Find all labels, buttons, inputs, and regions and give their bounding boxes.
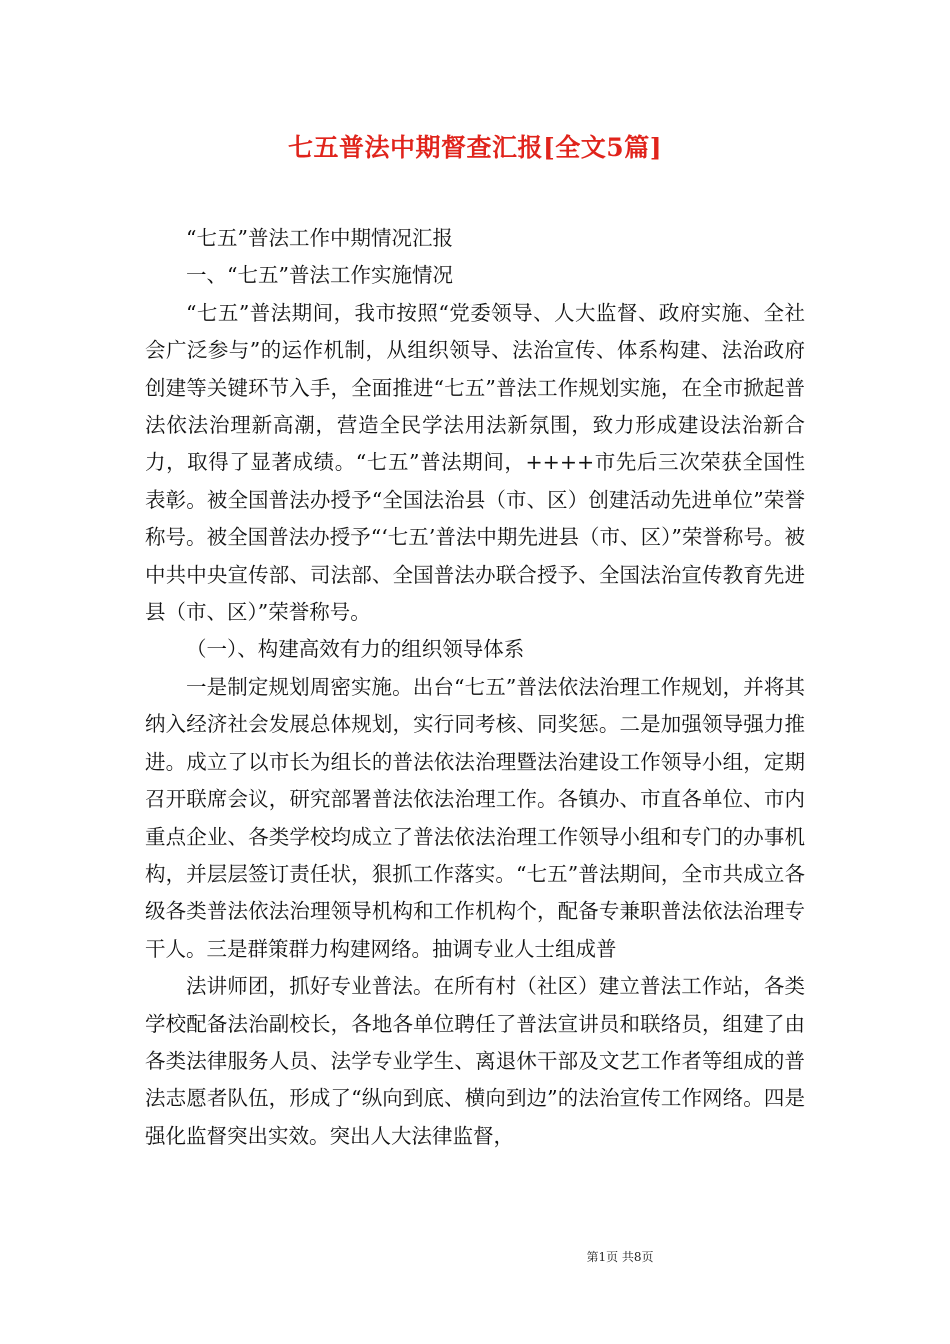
subsection-heading-1: （一）、构建高效有力的组织领导体系 [186, 637, 525, 662]
paragraph-organization: 一是制定规划周密实施。出台“七五”普法依法治理工作规划，并将其纳入经济社会发展总体规划，实行同考核、同奖惩。二是加强领导强力推进。成立了以市长为组长的普法依法治理暨法治建设工作领导小组，定期召开联席会议，研究部署普法依法治理工作。各镇办、市直各单位、市内重点企业、各类学校均成立了普法依法治理工作领导小组和专门的办事机构，并层层签订责任状，狠抓工作落实。“七五”普法期间，全市共成立各级各类普法依法治理领导机构和工作机构个，配备专兼职普法依法治理专干人。三是群策群力构建网络。抽调专业人士组成普 [145, 674, 805, 961]
paragraph-overview: “七五”普法期间，我市按照“党委领导、人大监督、政府实施、全社会广泛参与”的运作机制，从组织领导、法治宣传、体系构建、法治政府创建等关键环节入手，全面推进“七五”普法工作规划实施，在全市掀起普法依法治理新高潮，营造全民学法用法新氛围，致力形成建设法治新合力，取得了显著成绩。“七五”普法期间，++++市先后三次荣获全国性表彰。被全国普法办授予“全国法治县（市、区）创建活动先进单位”荣誉称号。被全国普法办授予“‘七五’普法中期先进县（市、区）”荣誉称号。被中共中央宣传部、司法部、全国普法办联合授予、全国法治宣传教育先进县（市、区）”荣誉称号。 [145, 300, 805, 625]
report-heading: “七五”普法工作中期情况汇报 [186, 226, 453, 250]
page-number [0, 1248, 950, 1265]
section-heading-1: 一、“七五”普法工作实施情况 [186, 263, 453, 288]
document-title: 七五普法中期督查汇报[全文5篇] [287, 133, 663, 162]
page-number-label: 第1页 共8页 [586, 1250, 654, 1264]
document-body [145, 220, 805, 1155]
paragraph-network: 法讲师团，抓好专业普法。在所有村（社区）建立普法工作站，各类学校配备法治副校长，各地各单位聘任了普法宣讲员和联络员，组建了由各类法律服务人员、法学专业学生、离退休干部及文艺工作者等组成的普法志愿者队伍，形成了“纵向到底、横向到边”的法治宣传工作网络。四是强化监督突出实效。突出人大法律监督， [145, 974, 805, 1148]
